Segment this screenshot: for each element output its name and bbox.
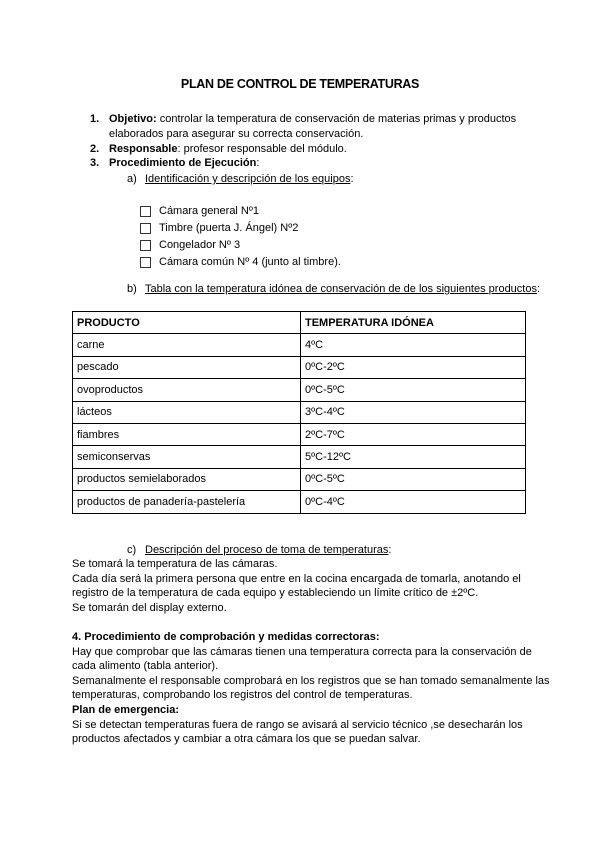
product-cell: fiambres (73, 423, 301, 445)
table-row (73, 334, 526, 356)
product-cell: productos de panadería-pastelería (73, 491, 301, 513)
section-c-body (72, 557, 542, 615)
paragraph-line: temperaturas, comprobando los registros del control de temperaturas. (72, 689, 413, 702)
equipment-checklist (140, 203, 341, 271)
product-cell: ovoproductos (73, 379, 301, 401)
temperature-cell: 0ºC-4ºC (301, 491, 526, 513)
table-row (73, 401, 526, 423)
checkbox[interactable] (140, 206, 151, 217)
temperature-cell: 3ºC-4ºC (301, 401, 526, 423)
section-letter: b) (127, 283, 137, 295)
section-4-heading: 4. Procedimiento de comprobación y medidas correctoras: (72, 631, 380, 643)
paragraph-line: Hay que comprobar que las cámaras tienen una temperatura correcta para la conservación de (72, 645, 532, 658)
temperature-cell: 0ºC-5ºC (301, 379, 526, 401)
table-row (73, 379, 526, 401)
section-letter: a) (127, 173, 137, 185)
procedure-label: Procedimiento de Ejecución (109, 157, 257, 169)
section-b-title: Tabla con la temperatura idónea de conservación de de los siguientes productos (145, 283, 537, 295)
temperature-cell: 0ºC-2ºC (301, 356, 526, 378)
paragraph-line: Si se detectan temperaturas fuera de rango se avisará al servicio técnico ,se desecharán los (72, 718, 523, 731)
column-header: TEMPERATURA IDÓNEA (301, 312, 526, 334)
paragraph-line: Cada día será la primera persona que entre en la cocina encargada de tomarla, anotando el (72, 572, 521, 585)
paragraph-line: cada alimento (tabla anterior). (72, 660, 219, 673)
equipment-label: Cámara común Nº 4 (junto al timbre). (159, 256, 341, 268)
table-row (73, 356, 526, 378)
list-item-responsible (90, 142, 530, 157)
equipment-item[interactable] (140, 220, 341, 237)
section-c-title: Descripción del proceso de toma de temperaturas (145, 544, 389, 556)
table-row (73, 423, 526, 445)
section-a-title: Identificación y descripción de los equipos (145, 173, 351, 185)
section-c-heading (127, 543, 391, 557)
colon: : (388, 544, 392, 556)
list-number: 1. (90, 113, 100, 125)
product-cell: pescado (73, 356, 301, 378)
list-item-procedure (90, 156, 530, 171)
table-row (73, 491, 526, 513)
table-row (73, 468, 526, 490)
equipment-item[interactable] (140, 203, 341, 220)
product-cell: semiconservas (73, 446, 301, 468)
objective-label: Objetivo: (109, 113, 157, 125)
table-header-row (73, 312, 526, 334)
temperature-cell: 4ºC (301, 334, 526, 356)
responsible-label: Responsable (109, 143, 178, 155)
list-number: 3. (90, 157, 100, 169)
temperature-cell: 0ºC-5ºC (301, 468, 526, 490)
checkbox[interactable] (140, 257, 151, 268)
objective-text: controlar la temperatura de conservación de materias primas y productos elaborados para asegurar su correcta conservación. (109, 113, 517, 140)
product-cell: lácteos (73, 401, 301, 423)
equipment-label: Congelador Nº 3 (159, 239, 241, 251)
section-a-heading (127, 172, 354, 186)
list-number: 2. (90, 143, 100, 155)
checkbox[interactable] (140, 223, 151, 234)
paragraph-line: Se tomará la temperatura de las cámaras. (72, 558, 278, 570)
temperature-cell: 2ºC-7ºC (301, 423, 526, 445)
equipment-item[interactable] (140, 254, 341, 271)
colon: : (350, 173, 354, 185)
colon: : (536, 283, 541, 295)
product-cell: productos semielaborados (73, 468, 301, 490)
paragraph-line: productos afectados y cambiar a otra cámara los que se puedan salvar. (72, 733, 421, 746)
product-cell: carne (73, 334, 301, 356)
checkbox[interactable] (140, 240, 151, 251)
section-letter: c) (127, 544, 137, 556)
paragraph-line: registro de la temperatura de cada equipo y estableciendo un límite crítico de ±2ºC. (72, 587, 479, 600)
responsible-text: : profesor responsable del módulo. (177, 143, 347, 155)
section-4 (72, 630, 550, 747)
paragraph-line: Semanalmente el responsable comprobará en los registros que se han tomado semanalmente las (72, 674, 550, 687)
section-b-heading (127, 282, 540, 296)
column-header: PRODUCTO (73, 312, 301, 334)
equipment-label: Timbre (puerta J. Ángel) Nº2 (159, 222, 299, 234)
procedure-text: : (256, 157, 260, 169)
temperature-table (72, 311, 526, 514)
emergency-heading: Plan de emergencia: (72, 703, 179, 716)
page-title: PLAN DE CONTROL DE TEMPERATURAS (180, 77, 420, 91)
equipment-item[interactable] (140, 237, 341, 254)
table-row (73, 446, 526, 468)
equipment-label: Cámara general Nº1 (159, 205, 260, 217)
paragraph-line: Se tomarán del display externo. (72, 601, 227, 614)
temperature-cell: 5ºC-12ºC (301, 446, 526, 468)
list-item-objective (90, 112, 530, 141)
